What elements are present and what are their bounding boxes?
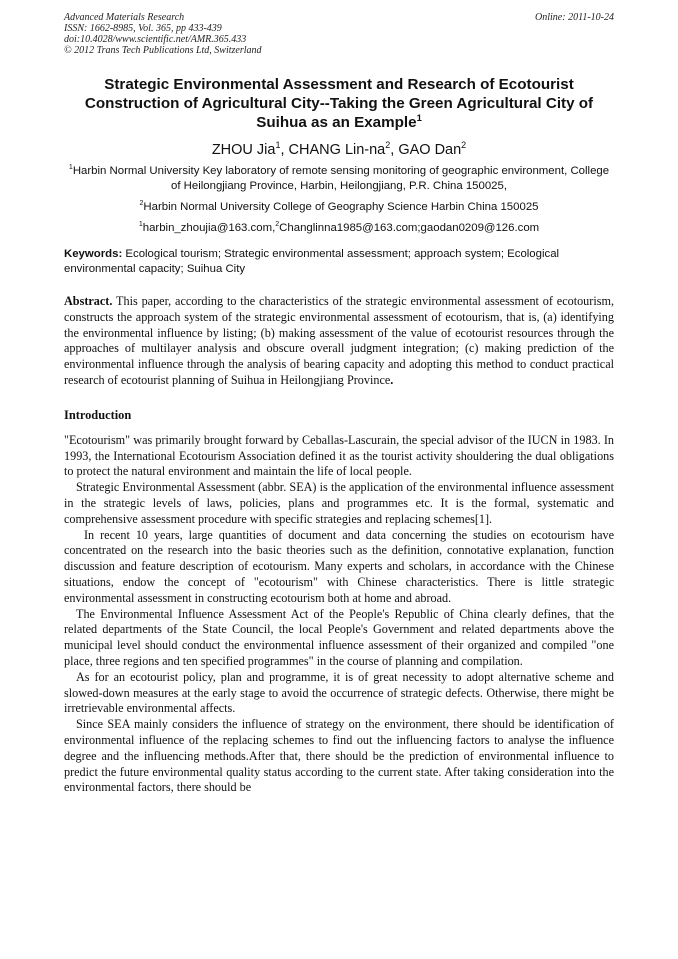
body-paragraph: In recent 10 years, large quantities of document and data concerning the studies on ecotourism have concentrated on the research into the basic theories such as the definition, connotative explanation, function discussion and feature description of ecotourism. Many experts and scholars, in accordance with the Chinese situations, endow the concept of "ecotourism" with Chinese characteristics. There is little strategic environmental assessment in constructing ecotourism both at home and abroad. [64, 527, 614, 605]
author-separator: , [280, 142, 289, 158]
journal-header [64, 12, 614, 56]
author-name: CHANG Lin-na [288, 142, 386, 158]
doi-line: doi:10.4028/www.scientific.net/AMR.365.433 [64, 34, 247, 45]
author-name: GAO Dan [398, 142, 462, 158]
introduction-body [64, 433, 614, 796]
author-separator: , [390, 142, 399, 158]
copyright-line: © 2012 Trans Tech Publications Ltd, Switzerland [64, 45, 262, 56]
online-date: Online: 2011-10-24 [535, 12, 614, 23]
affiliation-text: Harbin Normal University Key laboratory of remote sensing monitoring of geographic environment, College of Heilongjiang Province, Harbin, Heilongjiang, P.R. China 150025, [72, 165, 610, 192]
author-affil-mark: 1 [275, 140, 281, 151]
section-heading-introduction: Introduction [64, 407, 132, 422]
abstract-end: . [390, 372, 394, 387]
author-list [64, 141, 614, 159]
keywords-text: Ecological tourism; Strategic environmental assessment; approach system; Ecological environmental capacity; Suihua City [64, 248, 560, 275]
abstract-text: This paper, according to the characteristics of the strategic environmental assessment of ecotourism, constructs the approach system of the strategic environmental assessment of ecotourism, that is, (a) identifying the environmental influence by listing; (b) making assessment of the value of ecotourist resources through the approaches of multilayer analysis and obscure overall judgment integration; (c) making prediction of the environmental influence through the analysis of bearing capacity and adopting this method to conduct practical research of ecotourist planning of Suihua in Heilongjiang Province [64, 294, 614, 387]
body-paragraph: As for an ecotourist policy, plan and programme, it is of great necessity to adopt alternative scheme and slowed-down measures at the early stage to avoid the occurrence of strategic defects. Otherwise, there might be irretrievable environmental affects. [64, 669, 614, 716]
abstract-label: Abstract. [64, 294, 113, 308]
keywords-label: Keywords: [64, 248, 123, 260]
author-affil-mark: 2 [385, 140, 391, 151]
issn-line: ISSN: 1662-8985, Vol. 365, pp 433-439 [64, 23, 222, 34]
author-affil-mark: 2 [461, 140, 467, 151]
title-footnote-mark: 1 [416, 111, 422, 123]
email-address[interactable]: harbin_zhoujia@163.com, [142, 222, 276, 234]
email-mark: 2 [275, 221, 280, 229]
affiliation-mark: 1 [68, 164, 73, 172]
title-text: Strategic Environmental Assessment and Research of Ecotourist Construction of Agricultural City--Taking the Green Agricultural City of Suihua as an Example [84, 76, 594, 131]
body-paragraph: The Environmental Influence Assessment Act of the People's Republic of China clearly defines, that the related departments of the State Council, the local People's Government and related departments above the municipal level should conduct the environmental influence assessment of their organized and compiled "one place, three regions and ten specified programmes" in the course of planning and compilation. [64, 606, 614, 668]
affiliation-text: Harbin Normal University College of Geography Science Harbin China 150025 [143, 201, 539, 213]
email-mark: 1 [138, 221, 143, 229]
journal-name: Advanced Materials Research [64, 12, 185, 23]
author-emails [64, 221, 614, 236]
keywords [64, 247, 614, 276]
affiliation-mark: 2 [139, 200, 144, 208]
body-paragraph: Strategic Environmental Assessment (abbr. SEA) is the application of the environmental influence assessment in the strategic levels of laws, policies, plans and programmes etc. It is the formal, systematic and comprehensive assessment procedure with specific strategies and replacing schemes[1]. [64, 480, 614, 526]
abstract [64, 294, 614, 389]
body-paragraph: Since SEA mainly considers the influence of strategy on the environment, there should be identification of environmental influence of the replacing schemes to find out the influencing factors to analyse the influence degree and the influencing methods.After that, there should be the prediction of environmental influence to predict the future environmental quality status according to the current state. After taking consideration into the environmental factors, there should be [64, 717, 614, 795]
body-paragraph: "Ecotourism" was primarily brought forward by Ceballas-Lascurain, the special advisor of the IUCN in 1983. In 1993, the International Ecotourism Association defined it as the tourist activity shouldering the dual obligations to protect the natural environment and maintain the life of local people. [64, 432, 614, 479]
affiliation-1 [64, 164, 614, 194]
author-name: ZHOU Jia [211, 142, 276, 158]
paper-title [64, 75, 614, 132]
email-address[interactable]: Changlinna1985@163.com;gaodan0209@126.com [279, 222, 540, 234]
affiliation-2 [64, 200, 614, 215]
